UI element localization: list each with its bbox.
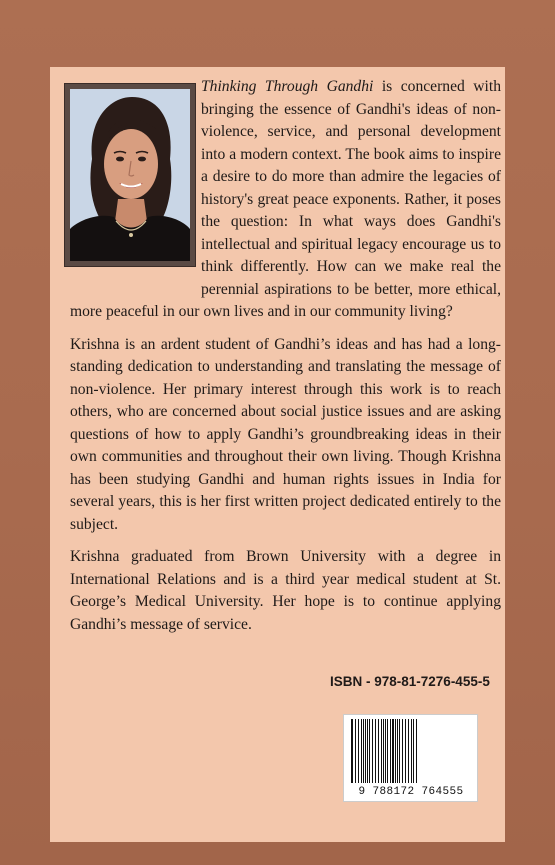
author-education-paragraph: Krishna graduated from Brown University with a degree in International Relations and is a third year medical student at St. George’s Medical University. Her hope is to continue applying Gandhi’s message of service. [70,548,501,633]
photo-wrap-space [70,76,201,294]
book-title: Thinking Through Gandhi [201,78,374,95]
back-cover-text [70,76,501,646]
intro-text: is concerned with bringing the essence of Gandhi's ideas of non-violence, service, and personal development into a modern context. The book aims to inspire a desire to do more than admire the legacies of history's great peace exponents. Rather, it poses the question: In what ways does Gandhi's intellectual and spiritual legacy encourage us to think differently. How can we make real the perennial aspirations to be better, more ethical, more peaceful in our own lives and in our community living? [70,78,502,320]
isbn-label: ISBN - 978-81-7276-455-5 [330,674,490,689]
intro-paragraph [70,76,501,324]
barcode-bars [347,719,476,785]
barcode-digits: 9 788172 764555 [358,786,464,798]
barcode [343,714,478,802]
author-bio-paragraph: Krishna is an ardent student of Gandhi’s ideas and has had a long-standing dedication to understanding and translating the message of non-violence. Her primary interest through this work is to reach others, who are concerned about social justice issues and are asking questions of how to apply Gandhi’s groundbreaking ideas in their own communities and throughout their own living. Though Krishna has been studying Gandhi and human rights issues in India for several years, this is her first written project dedicated entirely to the subject. [70,335,501,533]
